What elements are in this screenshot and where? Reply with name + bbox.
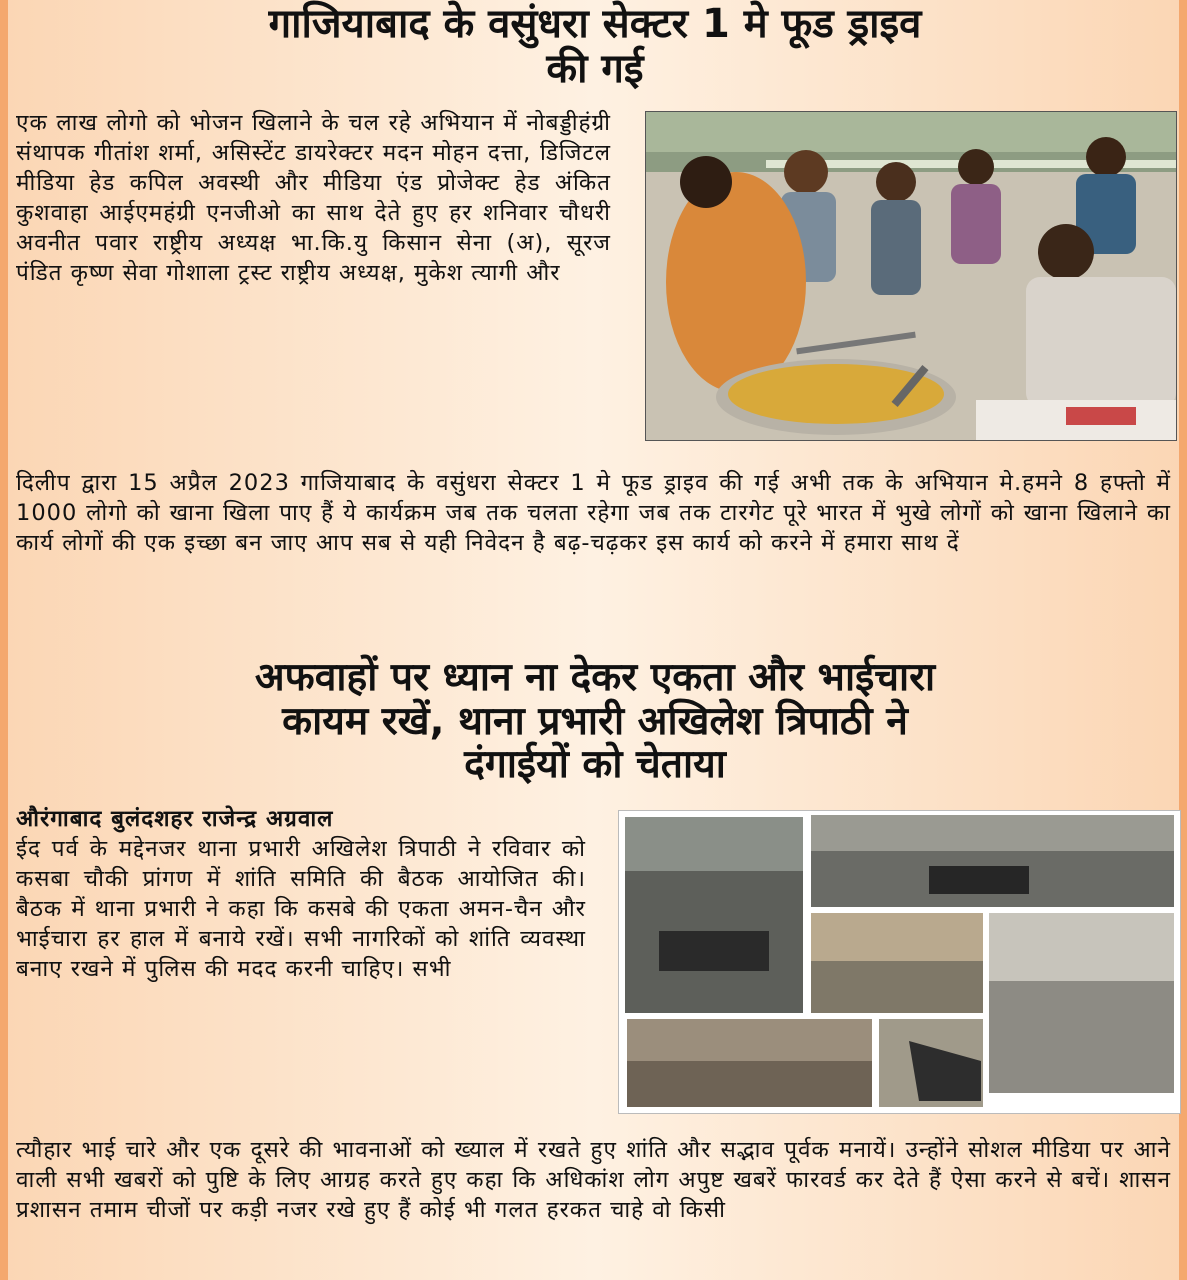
food-drive-photo (645, 111, 1177, 441)
article2-body-text: ईद पर्व के मद्देनजर थाना प्रभारी अखिलेश त्रिपाठी ने रविवार को कसबा चौकी प्रांगण में शांति समिति की बैठक आयोजित की। बैठक में थाना प्रभारी ने कहा कि कसबे की एकता अमन-चैन और भाईचारा हर हाल में बनाये रखें। सभी नागरिकों को शांति व्यवस्था बनाए रखने में पुलिस की मदद करनी चाहिए। सभी (16, 836, 586, 982)
photo-collage-illustration (619, 811, 1180, 1113)
article1-body-column: एक लाख लोगो को भोजन खिलाने के चल रहे अभियान में नोबड्डीहंग्री संथापक गीतांश शर्मा, असिस्टेंट डायरेक्टर मदन मोहन दत्ता, डिजिटल मीडिया हेड कपिल अवस्थी और मीडिया एंड प्रोजेक्ट हेड अंकित कुशवाहा आईएमहंग्री एनजीओ का साथ देते हुए हर शनिवार चौधरी अवनीत पवार राष्ट्रीय अध्यक्ष भा.कि.यु किसान सेना (अ), सूरज पंडित कृष्ण सेवा गोशाला ट्रस्ट राष्ट्रीय अध्यक्ष, मुकेश त्यागी और (16, 110, 611, 286)
article2-body-full-width: त्यौहार भाई चारे और एक दूसरे की भावनाओं को ख्याल में रखते हुए शांति और सद्भाव पूर्वक मनायें। उन्होंने सोशल मीडिया पर आने वाली सभी खबरों को पुष्टि के लिए आग्रह करते हुए कहा कि अधिकांश लोग अपुष्ट खबरें फारवर्ड कर देते हैं ऐसा करने से बचें। शासन प्रशासन तमाम चीजों पर कड़ी नजर रखे हुए हैं कोई भी गलत हरकत चाहे वो किसी (16, 1137, 1171, 1223)
food-drive-photo-illustration (646, 112, 1176, 440)
peace-committee-photo-collage (618, 810, 1181, 1114)
article2-headline-line1: अफवाहों पर ध्यान ना देकर एकता और भाईचारा (254, 655, 936, 700)
article1-headline-line2: की गई (546, 45, 644, 92)
article1-headline (20, 2, 1170, 92)
page-edge-left (0, 0, 8, 1280)
article2-byline: औरंगाबाद बुलंदशहर राजेन्द्र अग्रवाल (16, 806, 334, 832)
article1-headline-line1: गाजियाबाद के वसुंधरा सेक्टर 1 मे फूड ड्राइव (268, 1, 922, 47)
article1-body-full-width: दिलीप द्वारा 15 अप्रैल 2023 गाजियाबाद के वसुंधरा सेक्टर 1 मे फूड ड्राइव की गई अभी तक के अभियान मे.हमने 8 हफ्तो में 1000 लोगो को खाना खिला पाए हैं ये कार्यक्रम जब तक चलता रहेगा जब तक टारगेट पूरे भारत में भुखे लोगों को खाना खिलाने का कार्य लोगों की एक इच्छा बन जाए आप सब से यही निवेदन है बढ़-चढ़कर इस कार्य को करने में हमारा साथ दें (16, 470, 1171, 556)
article2-headline-line3: दंगाईयों को चेताया (464, 742, 726, 788)
article2-headline (20, 656, 1170, 787)
article2-body-column (16, 804, 586, 984)
article2-headline-line2: कायम रखें, थाना प्रभारी अखिलेश त्रिपाठी ने (282, 698, 908, 744)
